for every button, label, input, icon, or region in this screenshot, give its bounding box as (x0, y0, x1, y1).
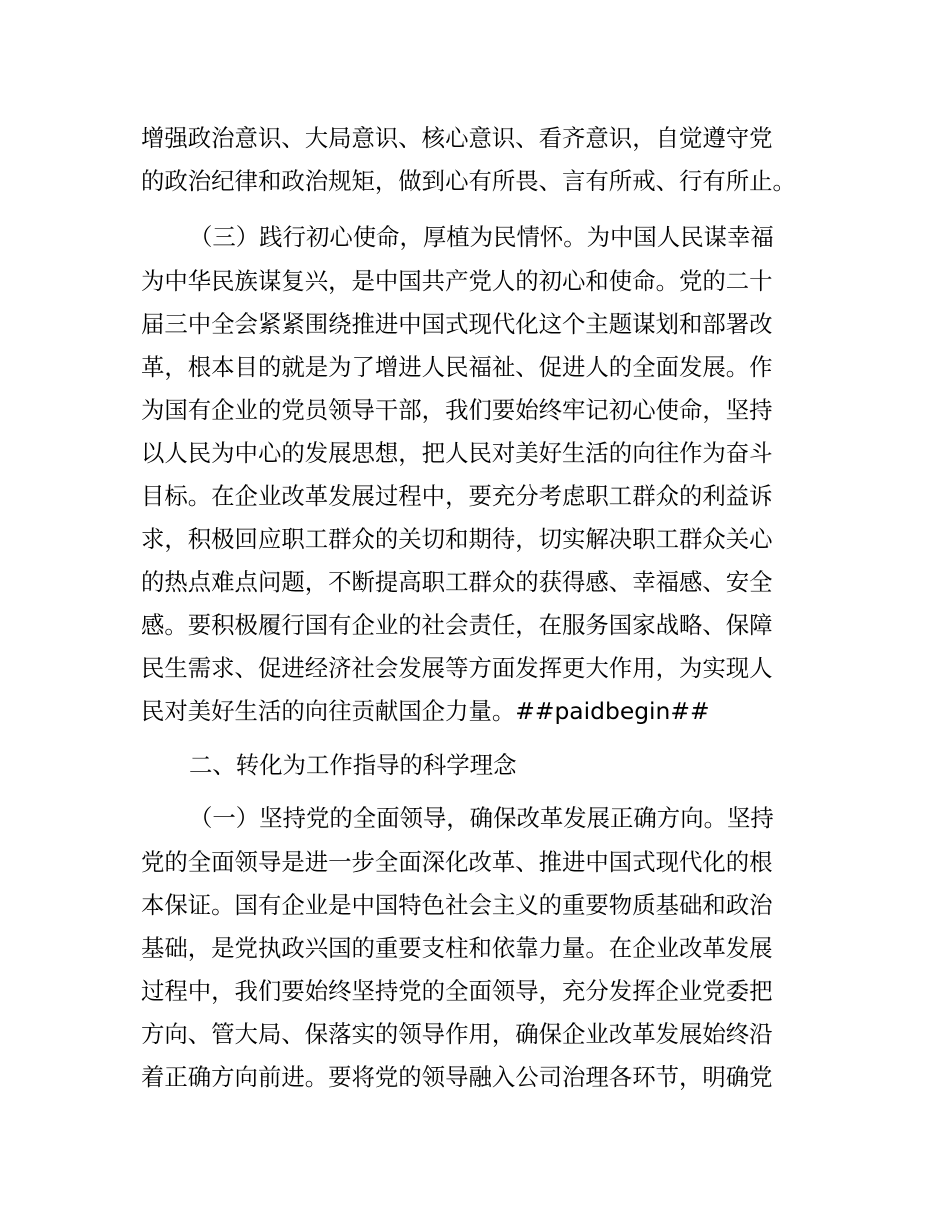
text-line: 的政治纪律和政治规矩，做到心有所畏、言有所戒、行有所止。 (141, 167, 796, 195)
text-line: 目标。在企业改革发展过程中，要充分考虑职工群众的利益诉 (141, 482, 773, 510)
text-line: 感。要积极履行国有企业的社会责任，在服务国家战略、保障 (141, 611, 773, 639)
text-line: 以人民为中心的发展思想，把人民对美好生活的向往作为奋斗 (141, 439, 773, 467)
paragraph-1-first-line: （一）坚持党的全面领导，确保改革发展正确方向。坚持 (189, 804, 774, 832)
text-line: 党的全面领导是进一步全面深化改革、推进中国式现代化的根 (141, 848, 773, 876)
text-line: 增强政治意识、大局意识、核心意识、看齐意识，自觉遵守党 (141, 124, 773, 152)
text-line: 为中华民族谋复兴，是中国共产党人的初心和使命。党的二十 (141, 267, 773, 295)
text-line: 基础，是党执政兴国的重要支柱和依靠力量。在企业改革发展 (141, 934, 773, 962)
paragraph-3-first-line: （三）践行初心使命，厚植为民情怀。为中国人民谋幸福 (189, 223, 774, 251)
text-line: 民生需求、促进经济社会发展等方面发挥更大作用，为实现人 (141, 654, 773, 682)
text-line: 过程中，我们要始终坚持党的全面领导，充分发挥企业党委把 (141, 977, 773, 1005)
section-heading: 二、转化为工作指导的科学理念 (189, 751, 517, 779)
text-line: 为国有企业的党员领导干部，我们要始终牢记初心使命，坚持 (141, 396, 773, 424)
text-line: 本保证。国有企业是中国特色社会主义的重要物质基础和政治 (141, 891, 773, 919)
text-line: 方向、管大局、保落实的领导作用，确保企业改革发展始终沿 (141, 1020, 773, 1048)
text-line: 求，积极回应职工群众的关切和期待，切实解决职工群众关心 (141, 525, 773, 553)
text-line: 的热点难点问题，不断提高职工群众的获得感、幸福感、安全 (141, 568, 773, 596)
text-line: 革，根本目的就是为了增进人民福祉、促进人的全面发展。作 (141, 353, 773, 381)
text-line: 着正确方向前进。要将党的领导融入公司治理各环节，明确党 (141, 1063, 773, 1091)
text-line: 届三中全会紧紧围绕推进中国式现代化这个主题谋划和部署改 (141, 310, 773, 338)
text-line: 民对美好生活的向往贡献国企力量。##paidbegin## (141, 697, 710, 725)
